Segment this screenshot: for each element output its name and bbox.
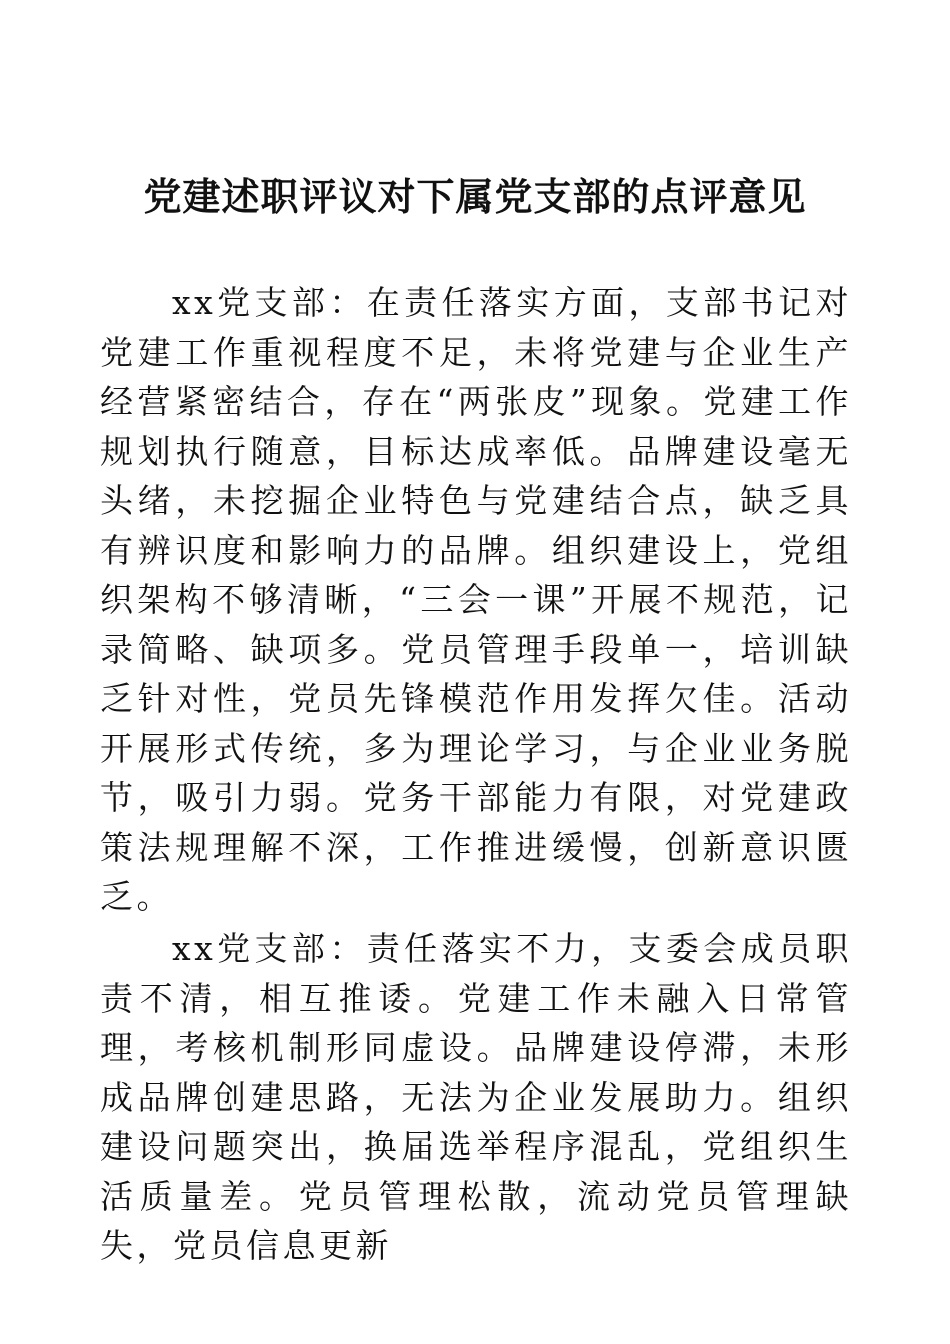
paragraph-2: xx党支部：责任落实不力，支委会成员职责不清，相互推诿。党建工作未融入日常管理，考核机制形同虚设。品牌建设停滞，未形成品牌创建思路，无法为企业发展助力。组织建设问题突出，换届选举程序混乱，党组织生活质量差。党员管理松散，流动党员管理缺失，党员信息更新 (100, 929, 852, 1265)
document-title: 党建述职评议对下属党支部的点评意见 (143, 174, 807, 219)
paragraph-1: xx党支部：在责任落实方面，支部书记对党建工作重视程度不足，未将党建与企业生产经营紧密结合，存在“两张皮”现象。党建工作规划执行随意，目标达成率低。品牌建设毫无头绪，未挖掘企业特色与党建结合点，缺乏具有辨识度和影响力的品牌。组织建设上，党组织架构不够清晰，“三会一课”开展不规范，记录简略、缺项多。党员管理手段单一，培训缺乏针对性，党员先锋模范作用发挥欠佳。活动开展形式传统，多为理论学习，与企业业务脱节，吸引力弱。党务干部能力有限，对党建政策法规理解不深，工作推进缓慢，创新意识匮乏。 (100, 283, 852, 916)
